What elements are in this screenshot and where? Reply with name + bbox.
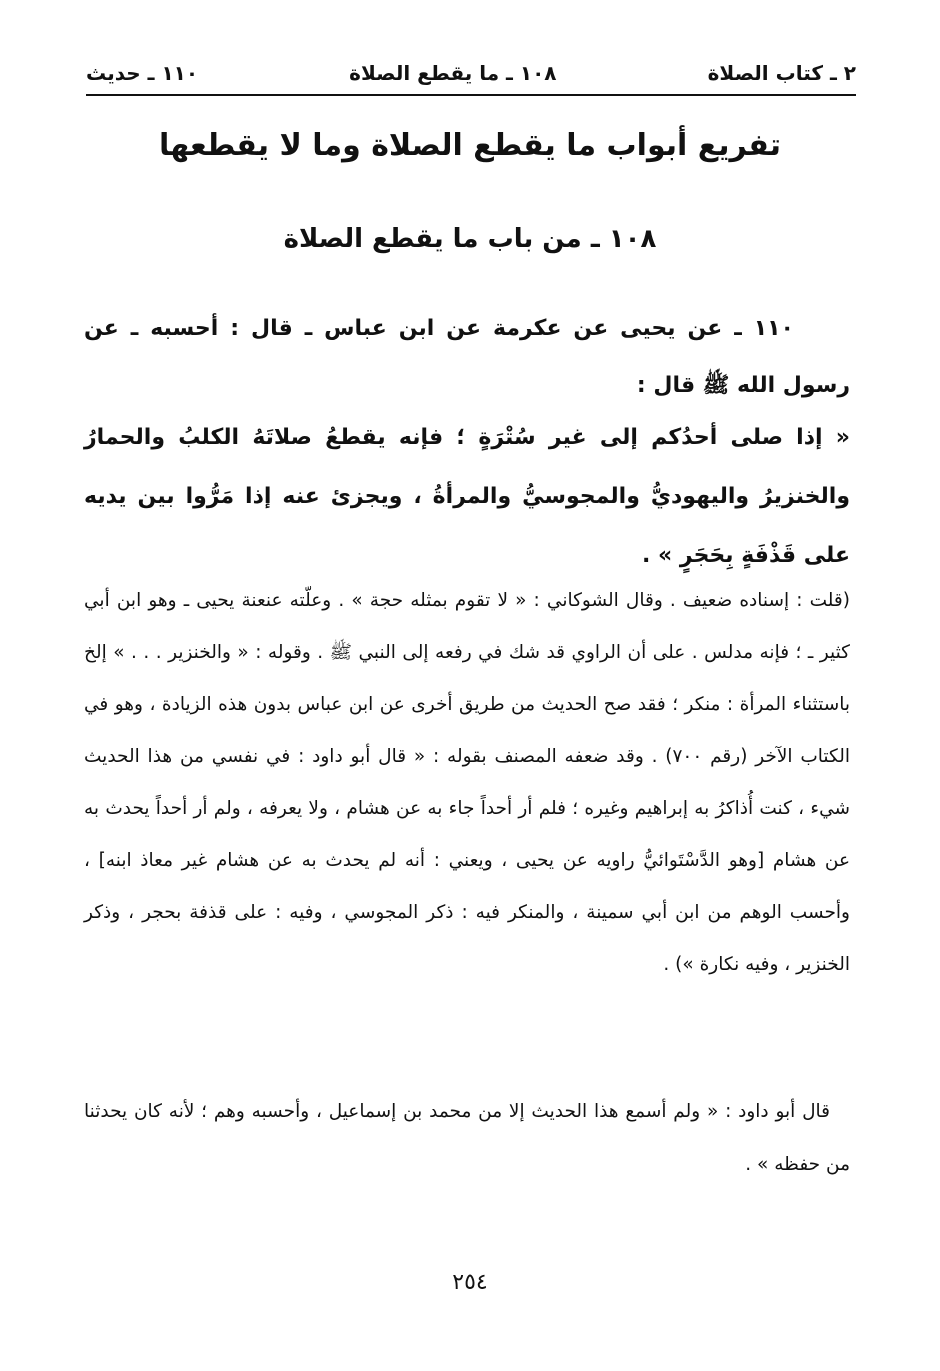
chapter-heading: ١٠٨ ـ من باب ما يقطع الصلاة xyxy=(283,224,657,254)
commentary-paragraph: (قلت : إسناده ضعيف . وقال الشوكاني : « لا تقوم بمثله حجة » . وعلّته عنعنة يحيى ـ وهو ابن أبي كثير ـ ؛ فإنه مدلس . على أن الراوي قد شك في رفعه إلى النبي ﷺ . وقوله : « والخنزير . . . » إلخ باستثناء المرأة : منكر ؛ فقد صح الحديث من طريق أخرى عن ابن عباس بدون هذه الزيادة ، وهو في الكتاب الآخر (رقم ٧٠٠) . وقد ضعفه المصنف بقوله : « قال أبو داود : في نفسي من هذا الحديث شيء ، كنت أُذاكرُ به إبراهيم وغيره ؛ فلم أر أحداً جاء به عن هشام ، ولا يعرفه ، ولم أر أحداً يحدث به عن هشام [وهو الدَّسْتَوائيُّ راويه عن يحيى ، ويعني : أنه لم يحدث به عن هشام غير معاذ ابنه] ، وأحسب الوهم من ابن أبي سمينة ، والمنكر فيه : ذكر المجوسي ، وفيه : على قذفة بحجر ، وذكر الخنزير ، وفيه نكارة ») . xyxy=(84,590,850,975)
hadith-intro: ١١٠ ـ عن يحيى عن عكرمة عن ابن عباس ـ قال : أحسبه ـ عن رسول الله ﷺ قال : xyxy=(84,316,850,398)
running-header xyxy=(86,52,856,96)
section-title: تفريع أبواب ما يقطع الصلاة وما لا يقطعها xyxy=(158,128,782,163)
header-chapter: ١٠٨ ـ ما يقطع الصلاة xyxy=(349,61,557,85)
page-number: ٢٥٤ xyxy=(452,1270,488,1295)
abu-dawud-note: قال أبو داود : « ولم أسمع هذا الحديث إلا من محمد بن إسماعيل ، وأحسبه وهم ؛ لأنه كان يحدثنا من حفظه » . xyxy=(84,1101,850,1175)
header-book: ٢ ـ كتاب الصلاة xyxy=(707,61,856,85)
header-hadith: ١١٠ ـ حديث xyxy=(86,61,199,85)
hadith-text: « إذا صلى أحدُكم إلى غير سُتْرَةٍ ؛ فإنه يقطعُ صلاتَهُ الكلبُ والحمارُ والخنزيرُ واليهوديُّ والمجوسيُّ والمرأةُ ، ويجزئ عنه إذا مَرُّوا بين يديه على قَذْفَةٍ بِحَجَرٍ » . xyxy=(84,425,850,568)
